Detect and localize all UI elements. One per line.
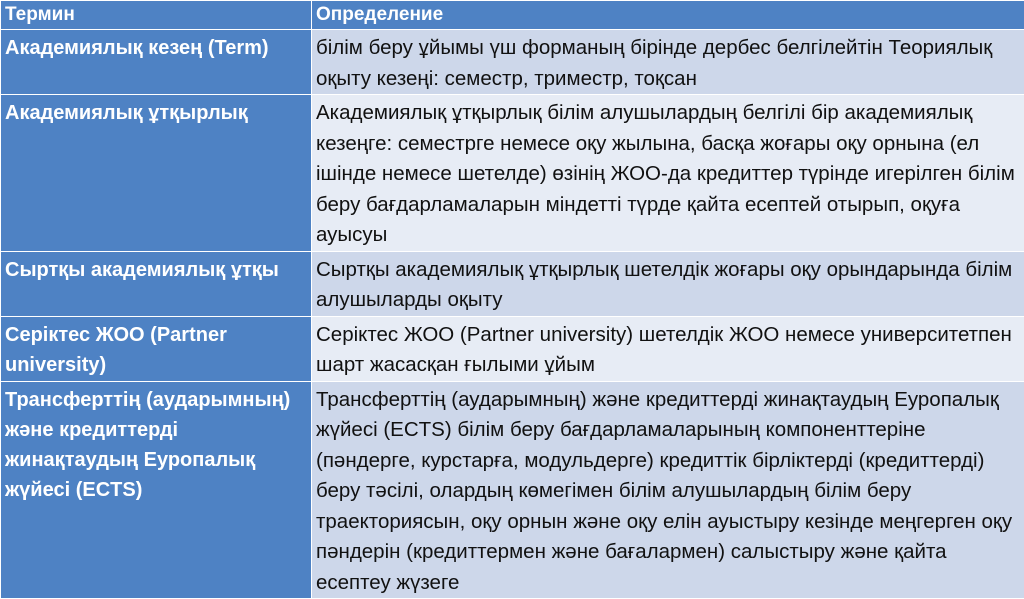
definition-cell: Серіктес ЖОО (Partner university) шетелдік ЖОО немесе университетпен шарт жасасқан ғылыми ұйым xyxy=(312,316,1024,381)
definition-cell: Академиялық ұтқырлық білім алушылардың белгілі бір академиялық кезеңге: семестрге немесе оқу жылына, басқа жоғары оқу орнына (ел ішінде немесе шетелде) өзінің ЖОО-да кредиттер түрінде игерілген білім беру бағдарламаларын міндетті түрде қайта есептей отырып, оқуға ауысуы xyxy=(312,95,1024,252)
table-row xyxy=(1,251,1024,316)
table-row xyxy=(1,381,1024,599)
term-cell: Серіктес ЖОО (Partner university) xyxy=(1,316,312,381)
table-row xyxy=(1,95,1024,252)
term-cell: Трансферттің (аударымның) және кредиттерді жинақтаудың Еуропалық жүйесі (ECTS) xyxy=(1,381,312,599)
definition-cell: Трансферттің (аударымның) және кредиттерді жинақтаудың Еуропалық жүйесі (ECTS) білім беру бағдарламаларының компоненттеріне (пәндерге, курстарға, модульдерге) кредиттік бірліктерді (кредиттерді) беру тәсілі, олардың көмегімен білім алушылардың білім беру траекториясын, оқу орнын және оқу елін ауыстыру кезінде меңгерген оқу пәндерін (кредиттермен және бағалармен) салыстыру және қайта есептеу жүзеге xyxy=(312,381,1024,599)
table-row xyxy=(1,316,1024,381)
table-row xyxy=(1,30,1024,95)
term-cell: Академиялық ұтқырлық xyxy=(1,95,312,252)
header-row xyxy=(1,1,1024,30)
column-header-definition: Определение xyxy=(312,1,1024,30)
term-cell: Сыртқы академиялық ұтқы xyxy=(1,251,312,316)
column-header-term: Термин xyxy=(1,1,312,30)
definition-cell: Сыртқы академиялық ұтқырлық шетелдік жоғары оқу орындарында білім алушыларды оқыту xyxy=(312,251,1024,316)
definition-cell: білім беру ұйымы үш форманың бірінде дербес белгілейтін Теориялық оқыту кезеңі: семестр, триместр, тоқсан xyxy=(312,30,1024,95)
term-cell: Академиялық кезең (Term) xyxy=(1,30,312,95)
